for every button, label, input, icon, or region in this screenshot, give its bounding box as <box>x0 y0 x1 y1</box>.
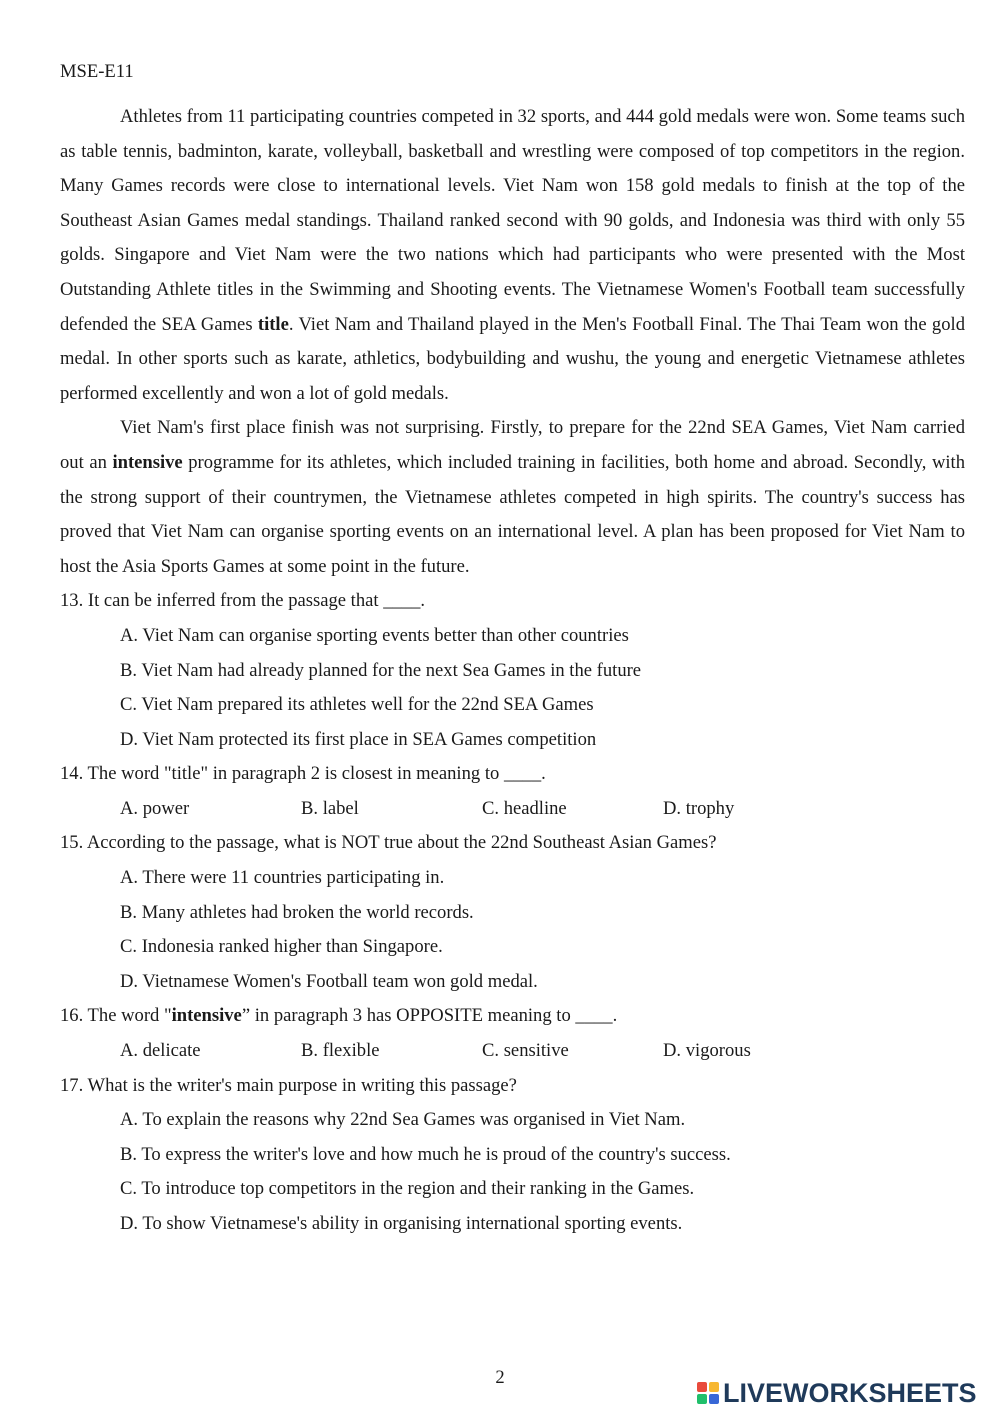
worksheet-content <box>60 100 965 1242</box>
highlight-word-intensive: intensive <box>112 451 183 473</box>
question-16-option-c: C. sensitive <box>482 1040 569 1062</box>
liveworksheets-logo-icon <box>697 1382 719 1404</box>
document-code: MSE-E11 <box>60 61 134 82</box>
question-16-option-a: A. delicate <box>120 1040 201 1062</box>
question-15-option-a: A. There were 11 countries participating in. <box>120 867 445 889</box>
highlight-word-title: title <box>257 313 289 335</box>
question-14-options <box>120 792 965 827</box>
question-17-option-b: B. To express the writer's love and how much he is proud of the country's success. <box>120 1143 731 1165</box>
question-13-option-a: A. Viet Nam can organise sporting events better than other countries <box>120 624 629 646</box>
question-13-option-b: B. Viet Nam had already planned for the next Sea Games in the future <box>120 659 642 681</box>
question-13-stem: 13. It can be inferred from the passage that ____. <box>60 590 426 612</box>
question-17-option-c: C. To introduce top competitors in the region and their ranking in the Games. <box>120 1178 695 1200</box>
page-number: 2 <box>495 1367 505 1388</box>
liveworksheets-brand[interactable] <box>697 1379 977 1407</box>
question-17-option-a: A. To explain the reasons why 22nd Sea Games was organised in Viet Nam. <box>120 1109 686 1131</box>
question-14-option-c: C. headline <box>482 797 567 819</box>
passage-paragraph-1: Athletes from 11 participating countries competed in 32 sports, and 444 gold medals were won. Some teams such as table tennis, badminton, karate, volleyball, basketball and wrestling were composed of top competitors in the region. Many Games records were close to international levels. Viet Nam won 158 gold medals to finish at the top of the Southeast Asian Games medal standings. Thailand ranked second with 90 golds, and Indonesia was third with only 55 golds. Singapore and Viet Nam were the two nations which had participants who were presented with the Most Outstanding Athlete titles in the Swimming and Shooting events. The Vietnamese Women's Football team successfully defended the SEA Games title. Viet Nam and Thailand played in the Men's Football Final. The Thai Team won the gold medal. In other sports such as karate, athletics, bodybuilding and wushu, the young and energetic Vietnamese athletes performed excellently and won a lot of gold medals. <box>60 106 965 404</box>
question-15-option-d: D. Vietnamese Women's Football team won gold medal. <box>120 970 538 992</box>
question-14-option-a: A. power <box>120 797 190 819</box>
question-17-option-d: D. To show Vietnamese's ability in organising international sporting events. <box>120 1213 683 1234</box>
passage-paragraph-2: Viet Nam's first place finish was not surprising. Firstly, to prepare for the 22nd SEA Games, Viet Nam carried out an intensive programme for its athletes, which included training in facilities, both home and abroad. Secondly, with the strong support of their countrymen, the Vietnamese athletes competed in high spirits. The country's success has proved that Viet Nam can organise sporting events on an international level. A plan has been proposed for Viet Nam to host the Asia Sports Games at some point in the future. <box>60 417 965 577</box>
question-16-stem: 16. The word "intensive” in paragraph 3 has OPPOSITE meaning to ____. <box>60 1005 618 1027</box>
question-17-stem: 17. What is the writer's main purpose in writing this passage? <box>60 1074 517 1096</box>
highlight-word-intensive-q16: intensive <box>171 1005 242 1027</box>
question-15-option-c: C. Indonesia ranked higher than Singapore. <box>120 936 443 958</box>
question-15-stem: 15. According to the passage, what is NOT true about the 22nd Southeast Asian Games? <box>60 832 717 854</box>
brand-name: LIVEWORKSHEETS <box>723 1378 977 1408</box>
question-16-option-b: B. flexible <box>301 1040 380 1062</box>
question-15-option-b: B. Many athletes had broken the world records. <box>120 901 474 923</box>
question-14-stem: 14. The word "title" in paragraph 2 is closest in meaning to ____. <box>60 763 546 785</box>
question-13-option-d: D. Viet Nam protected its first place in SEA Games competition <box>120 728 597 750</box>
question-16-options <box>120 1034 965 1069</box>
question-13-option-c: C. Viet Nam prepared its athletes well for the 22nd SEA Games <box>120 694 594 716</box>
question-14-option-b: B. label <box>301 797 359 819</box>
question-16-option-d: D. vigorous <box>663 1040 751 1062</box>
question-14-option-d: D. trophy <box>663 797 735 819</box>
